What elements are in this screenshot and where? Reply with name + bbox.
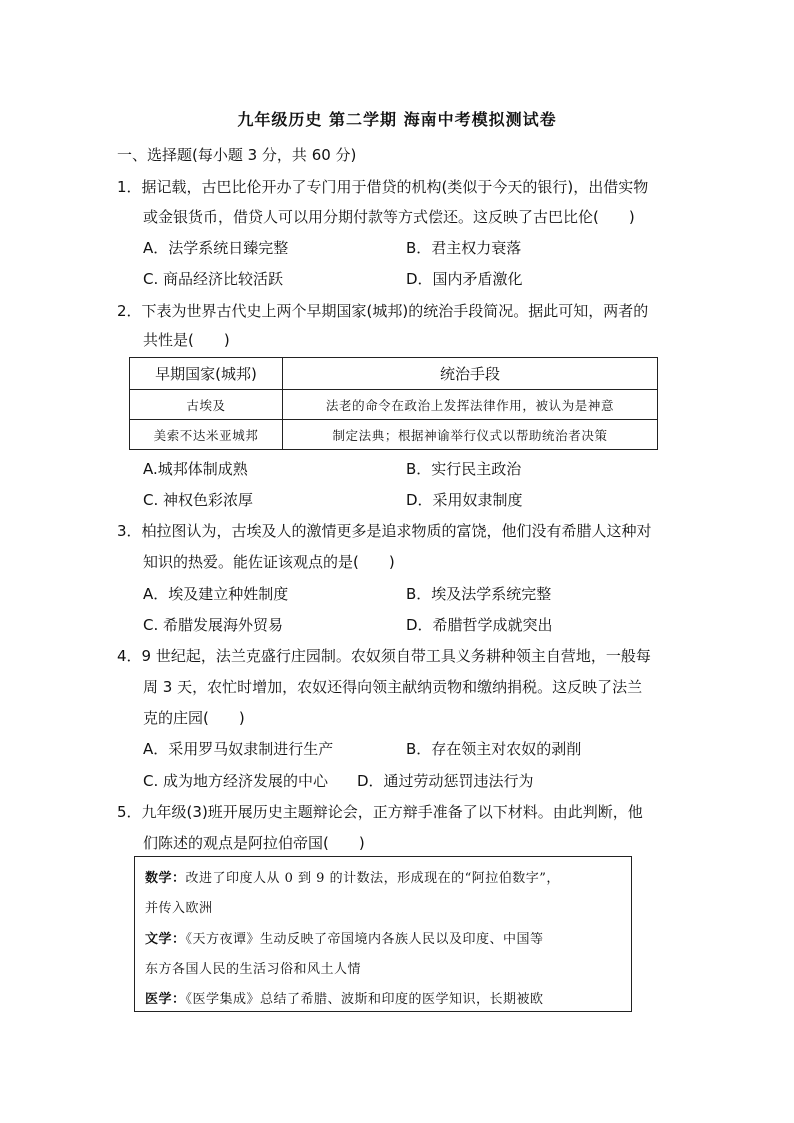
q1-stem-line2: 或金银货币，借贷人可以用分期付款等方式偿还。这反映了古巴比伦( ) <box>143 208 635 226</box>
q5-math-line1 <box>145 867 560 886</box>
q3-stem-line1: 3．柏拉图认为，古埃及人的激情更多是追求物质的富饶，他们没有希腊人这种对 <box>117 522 652 540</box>
q3-option-d: D．希腊哲学成就突出 <box>406 616 553 634</box>
q2-option-b: B．实行民主政治 <box>406 460 522 478</box>
q4-stem-line3: 克的庄园( ) <box>143 709 245 727</box>
q2-option-c: C. 神权色彩浓厚 <box>143 491 254 509</box>
q4-option-c: C. 成为地方经济发展的中心 <box>143 772 329 790</box>
q4-stem-line1: 4．9 世纪起，法兰克盛行庄园制。农奴须自带工具义务耕种领主自营地，一般每 <box>117 647 651 665</box>
q3-stem-line2: 知识的热爱。能佐证该观点的是( ) <box>143 553 395 571</box>
q5-math-line2: 并传入欧洲 <box>145 901 213 916</box>
q5-stem-line1: 5．九年级(3)班开展历史主题辩论会，正方辩手准备了以下材料。由此判断，他 <box>117 803 643 821</box>
q4-option-b: B．存在领主对农奴的剥削 <box>406 740 582 758</box>
q5-math-label: 数学： <box>145 871 186 886</box>
exam-title: 九年级历史 第二学期 海南中考模拟测试卷 <box>237 110 557 129</box>
q5-material-box <box>134 856 632 1012</box>
q5-literature-text: 《天方夜谭》生动反映了帝国境内各族人民以及印度、中国等 <box>185 932 544 947</box>
q5-literature-label: 文学： <box>145 932 186 947</box>
q3-option-b: B．埃及法学系统完整 <box>406 585 552 603</box>
q5-math-text: 改进了印度人从 0 到 9 的计数法，形成现在的“阿拉伯数字”， <box>185 871 560 886</box>
q5-stem-line2: 们陈述的观点是阿拉伯帝国( ) <box>143 834 365 852</box>
q1-option-a: A．法学系统日臻完整 <box>143 239 289 257</box>
q4-option-a: A．采用罗马奴隶制进行生产 <box>143 740 334 758</box>
q4-option-d: D．通过劳动惩罚违法行为 <box>357 772 534 790</box>
q5-literature-line1 <box>145 928 544 947</box>
q3-option-a: A．埃及建立种姓制度 <box>143 585 289 603</box>
q2-table-row <box>130 390 658 420</box>
q2-table-header-country: 早期国家(城邦) <box>130 358 283 390</box>
q5-medicine-text: 《医学集成》总结了希腊、波斯和印度的医学知识，长期被欧 <box>185 992 544 1007</box>
q5-literature-line2: 东方各国人民的生活习俗和风土人情 <box>145 962 362 977</box>
q2-option-d: D．采用奴隶制度 <box>406 491 523 509</box>
q2-table-cell: 法老的命令在政治上发挥法律作用，被认为是神意 <box>283 390 658 420</box>
q1-option-b: B．君主权力衰落 <box>406 239 522 257</box>
q2-table <box>129 357 658 450</box>
q1-option-c: C. 商品经济比较活跃 <box>143 270 284 288</box>
q5-medicine-line1 <box>145 988 544 1007</box>
q2-table-header <box>130 358 658 390</box>
q2-table-header-means: 统治手段 <box>283 358 658 390</box>
q2-table-row <box>130 420 658 450</box>
q4-stem-line2: 周 3 天，农忙时增加，农奴还得向领主献纳贡物和缴纳捐税。这反映了法兰 <box>143 678 643 696</box>
q1-stem-line1: 1．据记载，古巴比伦开办了专门用于借贷的机构(类似于今天的银行)，出借实物 <box>117 178 649 196</box>
q2-option-a: A.城邦体制成熟 <box>143 460 248 478</box>
q3-option-c: C. 希腊发展海外贸易 <box>143 616 284 634</box>
q2-table-cell: 美索不达米亚城邦 <box>130 420 283 450</box>
q2-stem-line1: 2．下表为世界古代史上两个早期国家(城邦)的统治手段简况。据此可知，两者的 <box>117 302 649 320</box>
q1-option-d: D．国内矛盾激化 <box>406 270 523 288</box>
q2-stem-line2: 共性是( ) <box>143 331 230 349</box>
q2-table-cell: 古埃及 <box>130 390 283 420</box>
section-heading: 一、选择题(每小题 3 分，共 60 分) <box>117 146 357 164</box>
q2-table-cell: 制定法典；根据神谕举行仪式以帮助统治者决策 <box>283 420 658 450</box>
q5-medicine-label: 医学： <box>145 992 186 1007</box>
